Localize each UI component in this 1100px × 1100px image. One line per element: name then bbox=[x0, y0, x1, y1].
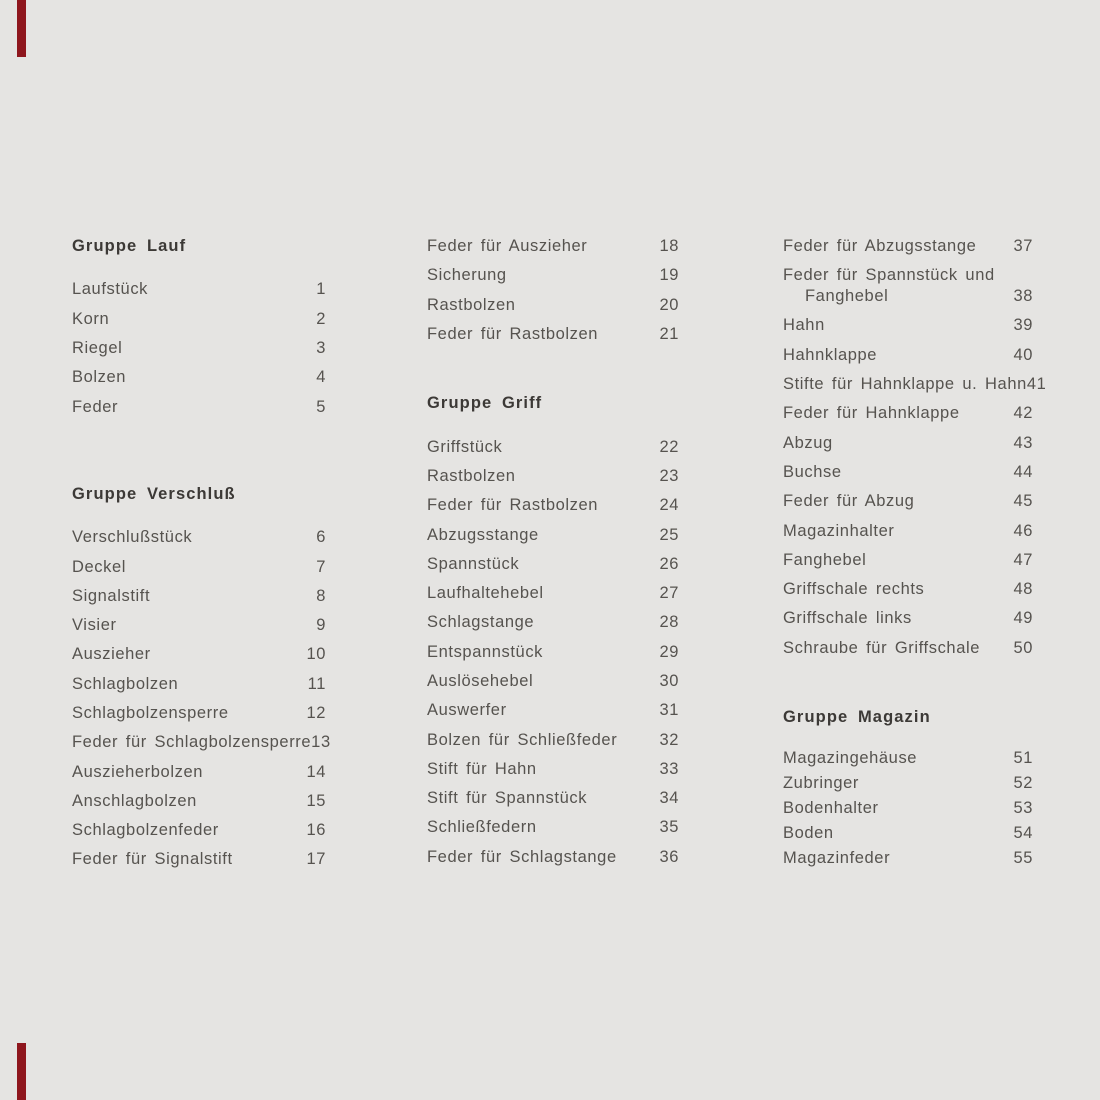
part-number: 41 bbox=[1026, 375, 1047, 394]
part-number: 31 bbox=[659, 701, 679, 720]
parts-list-row bbox=[783, 796, 1033, 821]
part-number: 54 bbox=[1013, 824, 1033, 843]
parts-list-row bbox=[783, 370, 1047, 399]
part-number: 45 bbox=[1013, 492, 1033, 511]
parts-list-row bbox=[72, 334, 326, 363]
parts-list-row bbox=[783, 604, 1033, 633]
part-name: Feder bbox=[72, 397, 119, 416]
parts-list-row bbox=[72, 757, 326, 786]
parts-list-row bbox=[72, 845, 326, 874]
part-name: Hahn bbox=[783, 316, 825, 335]
part-name: Laufhaltehebel bbox=[427, 584, 544, 603]
parts-list-row bbox=[783, 846, 1033, 871]
part-number: 10 bbox=[306, 645, 326, 664]
parts-list-row bbox=[427, 550, 679, 579]
part-number: 48 bbox=[1013, 580, 1033, 599]
part-number: 17 bbox=[306, 850, 326, 869]
parts-column-right bbox=[783, 232, 1047, 871]
part-number: 12 bbox=[306, 704, 326, 722]
part-name: Laufstück bbox=[72, 280, 149, 299]
part-name: Korn bbox=[72, 309, 110, 328]
part-number: 25 bbox=[659, 525, 679, 544]
part-name: Schlagbolzensperre bbox=[72, 704, 229, 722]
parts-list-row bbox=[783, 575, 1033, 604]
part-name: Feder für Rastbolzen bbox=[427, 496, 599, 515]
part-number: 43 bbox=[1013, 433, 1033, 452]
part-number: 23 bbox=[659, 466, 679, 485]
parts-column-left bbox=[72, 232, 331, 875]
part-number: 29 bbox=[659, 642, 679, 661]
part-name: Schlagstange bbox=[427, 613, 535, 632]
part-name: Hahnklappe bbox=[783, 345, 878, 364]
part-name: Feder für Hahnklappe bbox=[783, 404, 960, 423]
parts-list-row bbox=[783, 821, 1033, 846]
part-number: 19 bbox=[659, 266, 679, 285]
parts-list-row bbox=[427, 320, 679, 349]
part-name: Entspannstück bbox=[427, 642, 544, 661]
parts-list-row bbox=[72, 699, 326, 728]
part-name: Feder für Rastbolzen bbox=[427, 325, 599, 344]
part-number: 5 bbox=[316, 397, 326, 416]
part-name: Schließfedern bbox=[427, 818, 537, 837]
parts-list-row bbox=[783, 428, 1033, 457]
part-number: 22 bbox=[659, 437, 679, 456]
part-name: Stift für Spannstück bbox=[427, 789, 588, 808]
parts-list-row bbox=[783, 311, 1033, 340]
part-name: Anschlagbolzen bbox=[72, 791, 197, 810]
part-name: Schlagbolzen bbox=[72, 674, 179, 693]
parts-list-row bbox=[783, 746, 1033, 771]
parts-list-row bbox=[72, 640, 326, 669]
parts-list-row bbox=[72, 392, 326, 421]
parts-list-row bbox=[427, 638, 679, 667]
parts-list-row bbox=[72, 582, 326, 611]
parts-list-row bbox=[427, 520, 679, 549]
part-name: Magazingehäuse bbox=[783, 749, 918, 768]
part-number: 32 bbox=[659, 730, 679, 749]
parts-section bbox=[427, 232, 679, 349]
parts-list-row bbox=[427, 491, 679, 520]
part-number: 49 bbox=[1013, 609, 1033, 628]
parts-list-row bbox=[427, 579, 679, 608]
part-name: Bolzen für Schließfeder bbox=[427, 730, 618, 749]
part-number: 28 bbox=[659, 613, 679, 632]
parts-section bbox=[783, 232, 1047, 663]
part-number: 40 bbox=[1013, 345, 1033, 364]
part-number: 55 bbox=[1013, 849, 1033, 868]
part-name: Feder für Abzug bbox=[783, 492, 915, 511]
part-number: 44 bbox=[1013, 462, 1033, 481]
part-name: Auszieher bbox=[72, 645, 151, 664]
part-number: 33 bbox=[659, 759, 679, 778]
part-number: 15 bbox=[306, 791, 326, 810]
part-number: 18 bbox=[659, 237, 679, 256]
part-number: 51 bbox=[1013, 749, 1033, 768]
part-number: 21 bbox=[659, 325, 679, 344]
parts-list-row bbox=[783, 458, 1033, 487]
parts-list-row bbox=[72, 523, 326, 552]
part-number: 53 bbox=[1013, 799, 1033, 818]
part-number: 26 bbox=[659, 554, 679, 573]
parts-list-row bbox=[72, 611, 326, 640]
part-number: 46 bbox=[1013, 521, 1033, 540]
parts-list-row bbox=[783, 546, 1033, 575]
part-name: Feder für Schlagstange bbox=[427, 847, 617, 866]
parts-list-row bbox=[427, 232, 679, 261]
parts-column-middle bbox=[427, 232, 679, 872]
section-heading: Gruppe Griff bbox=[427, 394, 543, 413]
parts-list-row bbox=[783, 399, 1033, 428]
part-number: 36 bbox=[659, 847, 679, 866]
parts-list-row bbox=[72, 552, 326, 581]
parts-section bbox=[72, 480, 331, 875]
part-number: 50 bbox=[1013, 638, 1033, 657]
part-name: Stift für Hahn bbox=[427, 759, 537, 778]
part-name: Bolzen bbox=[72, 368, 127, 387]
parts-list-row bbox=[72, 787, 326, 816]
part-number: 13 bbox=[311, 733, 331, 752]
parts-list-row bbox=[427, 462, 679, 491]
book-edge-mark-bottom bbox=[17, 1043, 26, 1100]
parts-list-row bbox=[72, 670, 326, 699]
section-heading: Gruppe Lauf bbox=[72, 237, 187, 256]
part-name: Magazinfeder bbox=[783, 849, 891, 868]
part-name: Feder für Spannstück und bbox=[783, 266, 995, 285]
parts-list-row bbox=[783, 232, 1033, 261]
parts-list-row bbox=[427, 784, 679, 813]
parts-list-row bbox=[783, 516, 1033, 545]
part-name: Abzug bbox=[783, 433, 833, 452]
section-heading: Gruppe Magazin bbox=[783, 708, 931, 726]
parts-list-row bbox=[427, 813, 679, 842]
part-name: Boden bbox=[783, 824, 834, 843]
part-number: 30 bbox=[659, 672, 679, 690]
parts-list-row bbox=[427, 608, 679, 637]
parts-list-row bbox=[72, 816, 326, 845]
part-name: Zubringer bbox=[783, 774, 860, 793]
part-name: Stifte für Hahnklappe u. Hahn bbox=[783, 375, 1027, 394]
part-name: Feder für Abzugsstange bbox=[783, 237, 977, 256]
part-number: 38 bbox=[1013, 287, 1033, 306]
part-name: Abzugsstange bbox=[427, 525, 539, 544]
part-number: 11 bbox=[307, 674, 326, 693]
part-number: 20 bbox=[659, 295, 679, 314]
part-name: Verschlußstück bbox=[72, 528, 193, 547]
part-number: 52 bbox=[1013, 774, 1033, 793]
part-name: Visier bbox=[72, 616, 117, 635]
part-name: Rastbolzen bbox=[427, 295, 516, 314]
part-number: 6 bbox=[316, 528, 326, 547]
parts-list-row bbox=[72, 275, 326, 304]
part-name: Bodenhalter bbox=[783, 799, 879, 818]
part-name: Feder für Signalstift bbox=[72, 850, 233, 869]
parts-list-row bbox=[72, 363, 326, 392]
parts-list-row bbox=[427, 667, 679, 696]
part-name: Auslösehebel bbox=[427, 672, 534, 690]
part-number: 2 bbox=[316, 309, 326, 328]
parts-list-row bbox=[72, 305, 326, 334]
part-name: Schlagbolzenfeder bbox=[72, 821, 219, 840]
part-number: 9 bbox=[316, 616, 326, 635]
part-name: Auszieherbolzen bbox=[72, 762, 203, 781]
part-name-continued: Fanghebel bbox=[805, 287, 889, 306]
part-name: Deckel bbox=[72, 557, 127, 576]
parts-list-row bbox=[427, 291, 679, 320]
part-number: 27 bbox=[659, 584, 679, 603]
part-number: 24 bbox=[659, 496, 679, 515]
parts-section bbox=[72, 232, 326, 422]
part-name: Griffschale links bbox=[783, 609, 912, 628]
parts-list-row bbox=[427, 755, 679, 784]
part-name: Riegel bbox=[72, 339, 123, 358]
part-name: Magazinhalter bbox=[783, 521, 895, 540]
parts-list-row bbox=[72, 728, 331, 757]
part-number: 1 bbox=[316, 280, 326, 299]
part-number: 35 bbox=[659, 818, 679, 837]
part-number: 37 bbox=[1013, 237, 1033, 256]
part-number: 7 bbox=[316, 557, 326, 576]
parts-section bbox=[783, 703, 1033, 871]
part-name: Spannstück bbox=[427, 554, 520, 573]
parts-list-row bbox=[427, 843, 679, 872]
parts-list-row bbox=[783, 341, 1033, 370]
part-name: Sicherung bbox=[427, 266, 507, 285]
part-name: Auswerfer bbox=[427, 701, 507, 720]
part-name: Schraube für Griffschale bbox=[783, 638, 981, 657]
part-number: 34 bbox=[659, 789, 679, 808]
part-number: 16 bbox=[306, 821, 326, 840]
part-number: 47 bbox=[1013, 550, 1033, 569]
part-number: 14 bbox=[306, 762, 326, 781]
part-name: Signalstift bbox=[72, 586, 151, 605]
parts-section bbox=[427, 389, 679, 872]
parts-list-row bbox=[783, 261, 1033, 311]
parts-list-row bbox=[427, 725, 679, 754]
book-edge-mark-top bbox=[17, 0, 26, 57]
part-name: Griffstück bbox=[427, 437, 503, 456]
part-name: Griffschale rechts bbox=[783, 580, 925, 599]
part-name: Feder für Schlagbolzensperre bbox=[72, 733, 312, 752]
parts-list-row bbox=[427, 696, 679, 725]
part-name: Buchse bbox=[783, 462, 842, 481]
part-name: Fanghebel bbox=[783, 550, 867, 569]
parts-list-row bbox=[783, 634, 1033, 663]
part-number: 39 bbox=[1013, 316, 1033, 335]
part-name: Rastbolzen bbox=[427, 466, 516, 485]
part-number: 3 bbox=[316, 339, 326, 358]
part-number: 4 bbox=[316, 368, 326, 387]
parts-list-row bbox=[427, 261, 679, 290]
parts-list-row bbox=[783, 487, 1033, 516]
part-name: Feder für Auszieher bbox=[427, 237, 588, 256]
parts-list-row bbox=[427, 432, 679, 461]
parts-list-row bbox=[783, 771, 1033, 796]
part-number: 42 bbox=[1013, 404, 1033, 423]
section-heading: Gruppe Verschluß bbox=[72, 484, 236, 503]
part-number: 8 bbox=[316, 586, 326, 605]
